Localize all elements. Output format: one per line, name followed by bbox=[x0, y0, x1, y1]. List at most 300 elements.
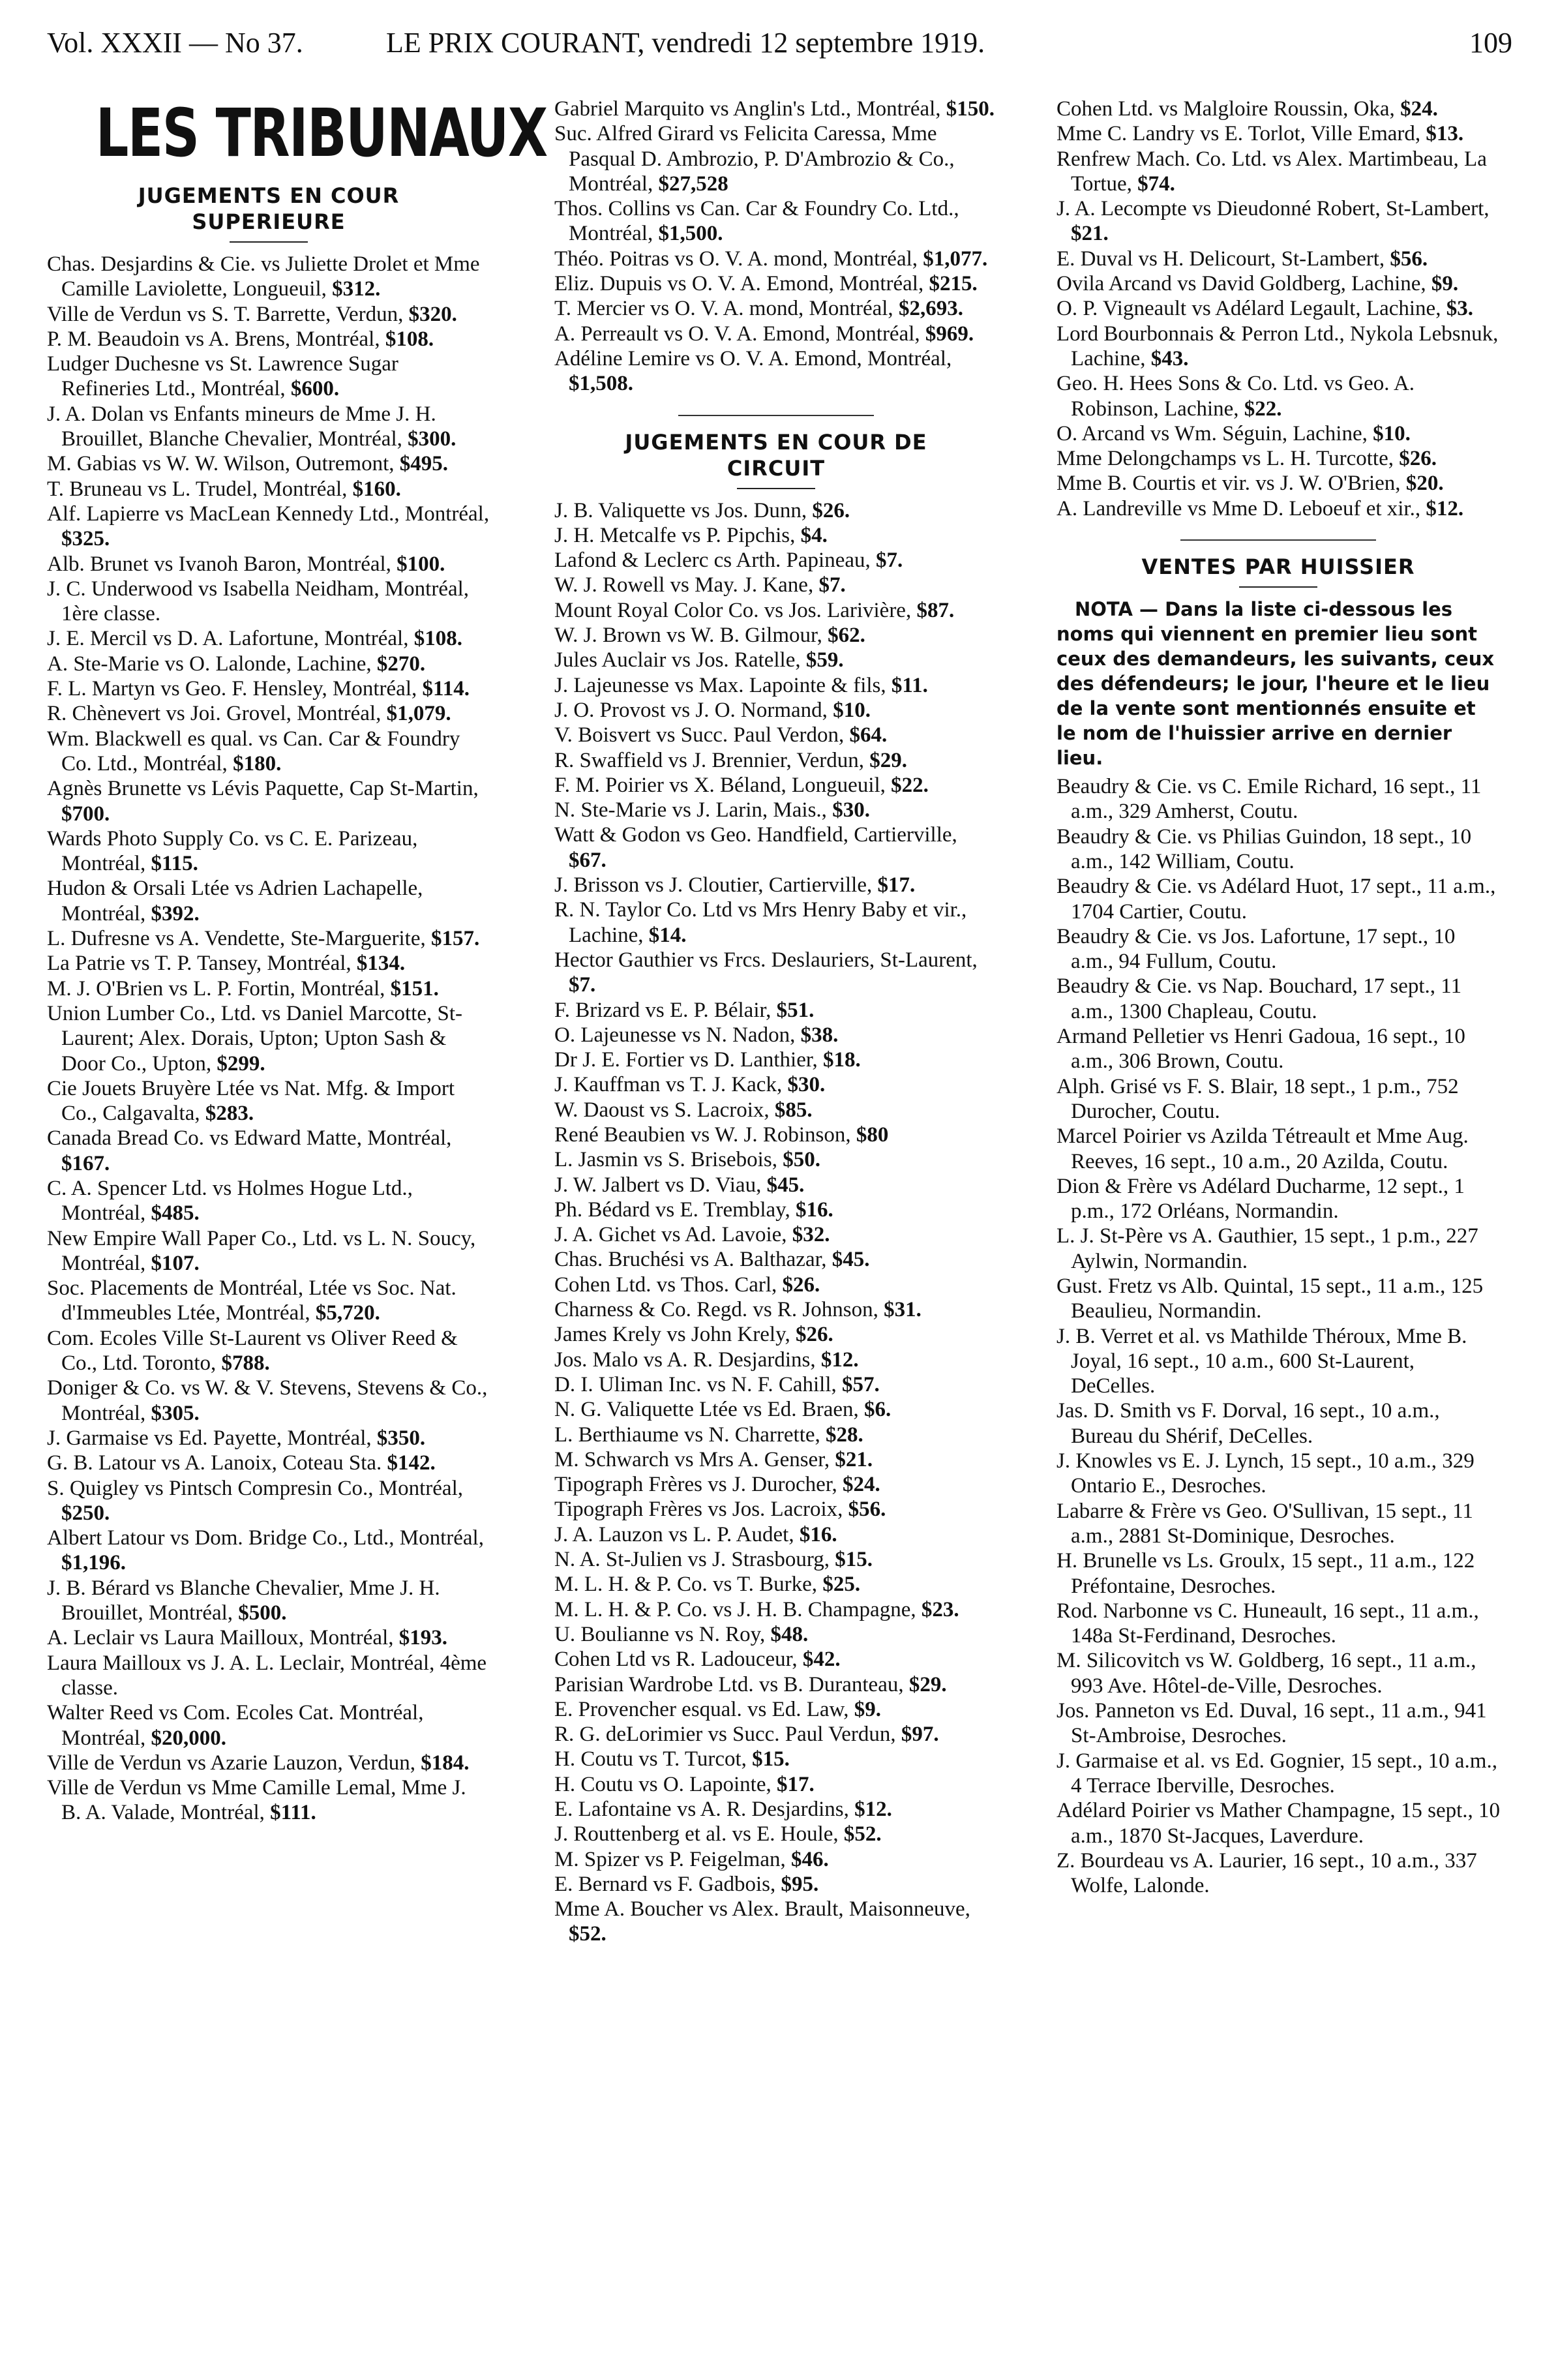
entry-list bbox=[554, 97, 998, 397]
entry-text: N. A. St-Julien vs J. Strasbourg, bbox=[554, 1548, 835, 1572]
judgment-entry bbox=[554, 773, 998, 798]
entry-amount: $9. bbox=[854, 1697, 881, 1721]
entry-text: Z. Bourdeau vs A. Laurier, 16 sept., 10 a.m., 337 Wolfe, Lalonde. bbox=[1056, 1848, 1477, 1898]
judgment-entry bbox=[554, 998, 998, 1023]
entry-text: Walter Reed vs Com. Ecoles Cat. Montréal, Montréal, bbox=[47, 1701, 424, 1750]
entry-text: R. G. deLorimier vs Succ. Paul Verdun, bbox=[554, 1723, 901, 1747]
entry-amount: $59. bbox=[805, 648, 844, 672]
judgment-entry bbox=[1056, 1074, 1500, 1124]
entry-text: J. A. Lecompte vs Dieudonné Robert, St-Lambert, bbox=[1056, 197, 1490, 221]
entry-amount: $21. bbox=[1071, 222, 1109, 246]
judgment-entry bbox=[554, 1122, 998, 1147]
judgment-entry bbox=[1056, 196, 1500, 247]
entry-text: Gabriel Marquito vs Anglin's Ltd., Montréal, bbox=[554, 97, 946, 121]
judgment-entry bbox=[47, 252, 490, 302]
entry-amount: $1,077. bbox=[923, 247, 988, 271]
entry-text: J. E. Mercil vs D. A. Lafortune, Montréal, bbox=[47, 627, 414, 651]
entry-text: N. G. Valiquette Ltée vs Ed. Braen, bbox=[554, 1398, 865, 1422]
judgment-entry bbox=[554, 1697, 998, 1722]
judgment-entry bbox=[554, 1797, 998, 1822]
entry-amount: $56. bbox=[848, 1498, 886, 1522]
entry-amount: $350. bbox=[376, 1426, 426, 1450]
judgment-entry bbox=[47, 1476, 490, 1526]
entry-amount: $500. bbox=[238, 1601, 287, 1625]
entry-amount: $270. bbox=[376, 652, 426, 676]
entry-text: H. Brunelle vs Ls. Groulx, 15 sept., 11 a.m., 122 Préfontaine, Desroches. bbox=[1056, 1549, 1475, 1598]
entry-text: J. B. Bérard vs Blanche Chevalier, Mme J. H. Brouillet, Montréal, bbox=[47, 1576, 440, 1625]
judgment-entry bbox=[47, 1276, 490, 1326]
entry-text: James Krely vs John Krely, bbox=[554, 1323, 796, 1347]
judgment-entry bbox=[554, 1847, 998, 1872]
entry-text: Ludger Duchesne vs St. Lawrence Sugar Refineries Ltd., Montréal, bbox=[47, 352, 398, 401]
entry-amount: $151. bbox=[390, 976, 439, 1001]
judgment-entry bbox=[1056, 371, 1500, 421]
entry-text: A. Leclair vs Laura Mailloux, Montréal, bbox=[47, 1626, 399, 1650]
entry-amount: $22. bbox=[1244, 397, 1282, 421]
judgment-entry bbox=[47, 826, 490, 877]
judgment-entry bbox=[554, 247, 998, 271]
entry-amount: $1,500. bbox=[658, 222, 723, 246]
entry-amount: $150. bbox=[946, 97, 995, 121]
entry-amount: $24. bbox=[843, 1473, 880, 1497]
entry-amount: $22. bbox=[891, 773, 929, 797]
judgment-entry bbox=[47, 1126, 490, 1176]
judgment-entry bbox=[47, 1526, 490, 1576]
entry-text: J. A. Gichet vs Ad. Lavoie, bbox=[554, 1223, 792, 1247]
judgment-entry bbox=[1056, 147, 1500, 197]
entry-amount: $20. bbox=[1405, 472, 1444, 496]
entry-text: Jules Auclair vs Jos. Ratelle, bbox=[554, 648, 806, 672]
column-3 bbox=[1056, 97, 1500, 2354]
entry-amount: $50. bbox=[783, 1148, 820, 1172]
entry-amount: $15. bbox=[835, 1548, 873, 1572]
divider bbox=[737, 488, 815, 489]
entry-amount: $97. bbox=[901, 1723, 939, 1747]
entry-text: Cohen Ltd vs R. Ladouceur, bbox=[554, 1648, 803, 1672]
entry-amount: $14. bbox=[648, 923, 687, 947]
entry-text: E. Duval vs H. Delicourt, St-Lambert, bbox=[1056, 247, 1390, 271]
judgment-entry bbox=[1056, 247, 1500, 271]
judgment-entry bbox=[554, 1722, 998, 1747]
entry-amount: $108. bbox=[413, 627, 462, 651]
judgment-entry bbox=[47, 776, 490, 826]
entry-text: Tipograph Frères vs J. Durocher, bbox=[554, 1473, 843, 1497]
judgment-entry bbox=[47, 1001, 490, 1076]
entry-text: Union Lumber Co., Ltd. vs Daniel Marcotte, St-Laurent; Alex. Dorais, Upton; Upton Sash & Door Co., Upton, bbox=[47, 1001, 462, 1076]
entry-text: J. O. Provost vs J. O. Normand, bbox=[554, 698, 833, 722]
judgment-entry bbox=[554, 897, 998, 948]
entry-text: Chas. Desjardins & Cie. vs Juliette Drolet et Mme Camille Laviolette, Longueuil, bbox=[47, 252, 480, 301]
entry-text: L. Dufresne vs A. Vendette, Ste-Marguerite, bbox=[47, 927, 431, 951]
entry-text: W. J. Rowell vs May. J. Kane, bbox=[554, 573, 819, 597]
entry-text: Parisian Wardrobe Ltd. vs B. Duranteau, bbox=[554, 1672, 909, 1696]
judgment-entry bbox=[47, 1076, 490, 1126]
entry-text: Geo. H. Hees Sons & Co. Ltd. vs Geo. A. Robinson, Lachine, bbox=[1056, 372, 1415, 421]
divider bbox=[1239, 586, 1317, 588]
entry-text: O. Arcand vs Wm. Séguin, Lachine, bbox=[1056, 421, 1373, 445]
entry-amount: $15. bbox=[752, 1747, 790, 1771]
judgment-entry bbox=[1056, 974, 1500, 1024]
judgment-entry bbox=[47, 1775, 490, 1826]
judgment-entry bbox=[1056, 1648, 1500, 1698]
entry-text: A. Perreault vs O. V. A. Emond, Montréal, bbox=[554, 322, 925, 346]
entry-text: Laura Mailloux vs J. A. L. Leclair, Montréal, 4ème classe. bbox=[47, 1651, 487, 1700]
section-heading: JUGEMENTS EN COUR DE bbox=[625, 429, 927, 455]
judgment-entry bbox=[1056, 1848, 1500, 1899]
judgment-entry bbox=[47, 1751, 490, 1775]
entry-text: T. Mercier vs O. V. A. mond, Montréal, bbox=[554, 297, 899, 321]
entry-text: Ovila Arcand vs David Goldberg, Lachine, bbox=[1056, 272, 1431, 296]
entry-amount: $283. bbox=[205, 1102, 254, 1126]
judgment-entry bbox=[554, 598, 998, 623]
entry-amount: $17. bbox=[877, 873, 916, 897]
entry-amount: $46. bbox=[790, 1847, 829, 1871]
entry-amount: $180. bbox=[233, 751, 282, 776]
entry-text: A. Landreville vs Mme D. Leboeuf et xir., bbox=[1056, 496, 1426, 520]
entry-text: La Patrie vs T. P. Tansey, Montréal, bbox=[47, 952, 357, 976]
entry-amount: $95. bbox=[781, 1872, 819, 1896]
entry-amount: $56. bbox=[1390, 247, 1428, 271]
entry-amount: $26. bbox=[1399, 447, 1437, 471]
entry-text: H. Coutu vs T. Turcot, bbox=[554, 1747, 753, 1771]
entry-amount: $16. bbox=[796, 1198, 833, 1222]
entry-text: Mme C. Landry vs E. Torlot, Ville Emard, bbox=[1056, 122, 1426, 146]
entry-amount: $52. bbox=[843, 1822, 882, 1846]
judgment-entry bbox=[47, 577, 490, 627]
entry-text: Cie Jouets Bruyère Ltée vs Nat. Mfg. & Import Co., Calgavalta, bbox=[47, 1076, 455, 1126]
entry-text: Adélard Poirier vs Mather Champagne, 15 sept., 10 a.m., 1870 St-Jacques, Laverdure. bbox=[1056, 1799, 1501, 1848]
entry-text: A. Ste-Marie vs O. Lalonde, Lachine, bbox=[47, 652, 377, 676]
masthead-date: LE PRIX COURANT, vendredi 12 septembre 1919. bbox=[386, 27, 985, 59]
entry-amount: $67. bbox=[569, 848, 607, 872]
entry-amount: $300. bbox=[408, 427, 457, 451]
judgment-entry bbox=[554, 1547, 998, 1572]
judgment-entry bbox=[47, 876, 490, 926]
judgment-entry bbox=[554, 97, 998, 121]
entry-amount: $57. bbox=[842, 1372, 880, 1396]
entry-amount: $30. bbox=[787, 1073, 826, 1097]
entry-amount: $111. bbox=[270, 1801, 316, 1825]
entry-text: Ville de Verdun vs Azarie Lauzon, Verdun, bbox=[47, 1751, 421, 1775]
entry-list bbox=[47, 252, 490, 1826]
entry-text: Hector Gauthier vs Frcs. Deslauriers, St-Laurent, bbox=[554, 948, 978, 972]
entry-text: J. Brisson vs J. Cloutier, Cartierville, bbox=[554, 873, 878, 897]
judgment-entry bbox=[554, 1647, 998, 1672]
judgment-entry bbox=[47, 1700, 490, 1751]
entry-amount: $7. bbox=[818, 573, 846, 597]
entry-text: J. C. Underwood vs Isabella Neidham, Montréal, 1ère classe. bbox=[47, 577, 470, 626]
judgment-entry bbox=[47, 552, 490, 577]
entry-amount: $5,720. bbox=[315, 1301, 380, 1325]
judgment-entry bbox=[554, 1772, 998, 1797]
entry-text: Beaudry & Cie. vs Nap. Bouchard, 17 sept., 11 a.m., 1300 Chapleau, Coutu. bbox=[1056, 974, 1462, 1023]
judgment-entry bbox=[554, 1822, 998, 1846]
entry-text: Agnès Brunette vs Lévis Paquette, Cap St-Martin, bbox=[47, 777, 479, 801]
entry-text: Dr J. E. Fortier vs D. Lanthier, bbox=[554, 1048, 824, 1072]
entry-text: J. Garmaise vs Ed. Payette, Montréal, bbox=[47, 1426, 377, 1450]
entry-amount: $167. bbox=[61, 1151, 110, 1175]
entry-list bbox=[1056, 774, 1500, 1898]
entry-text: J. B. Valiquette vs Jos. Dunn, bbox=[554, 498, 813, 522]
judgment-entry bbox=[554, 1348, 998, 1372]
judgment-entry bbox=[47, 701, 490, 726]
judgment-entry bbox=[47, 926, 490, 951]
judgment-entry bbox=[47, 626, 490, 651]
entry-text: Cohen Ltd. vs Thos. Carl, bbox=[554, 1273, 783, 1297]
judgment-entry bbox=[1056, 1174, 1500, 1224]
judgment-entry bbox=[554, 873, 998, 897]
entry-amount: $52. bbox=[569, 1922, 607, 1946]
judgment-entry bbox=[1056, 774, 1500, 824]
entry-amount: $21. bbox=[835, 1447, 873, 1471]
entry-text: Beaudry & Cie. vs C. Emile Richard, 16 sept., 11 a.m., 329 Amherst, Coutu. bbox=[1056, 775, 1482, 824]
judgment-entry bbox=[554, 1522, 998, 1547]
judgment-entry bbox=[47, 951, 490, 976]
entry-text: Lord Bourbonnais & Perron Ltd., Nykola Lebsnuk, Lachine, bbox=[1056, 322, 1499, 370]
entry-amount: $600. bbox=[290, 377, 340, 401]
entry-text: E. Bernard vs F. Gadbois, bbox=[554, 1872, 781, 1896]
judgment-entry bbox=[554, 748, 998, 773]
entry-text: J. Kauffman vs T. J. Kack, bbox=[554, 1073, 788, 1097]
entry-text: Canada Bread Co. vs Edward Matte, Montréal, bbox=[47, 1126, 452, 1151]
judgment-entry bbox=[554, 822, 998, 873]
entry-amount: $38. bbox=[800, 1023, 839, 1047]
entry-text: T. Bruneau vs L. Trudel, Montréal, bbox=[47, 477, 353, 501]
entry-amount: $17. bbox=[776, 1772, 815, 1796]
entry-amount: $1,196. bbox=[61, 1551, 126, 1575]
judgment-entry bbox=[554, 648, 998, 672]
entry-amount: $215. bbox=[929, 272, 978, 296]
judgment-entry bbox=[47, 451, 490, 476]
entry-text: W. Daoust vs S. Lacroix, bbox=[554, 1098, 775, 1122]
entry-text: G. B. Latour vs A. Lanoix, Coteau Sta. bbox=[47, 1451, 387, 1475]
judgment-entry bbox=[554, 1572, 998, 1597]
entry-text: Beaudry & Cie. vs Adélard Huot, 17 sept., 11 a.m., 1704 Cartier, Coutu. bbox=[1056, 875, 1496, 924]
judgment-entry bbox=[554, 1672, 998, 1697]
judgment-entry bbox=[554, 1397, 998, 1422]
entry-text: Beaudry & Cie. vs Jos. Lafortune, 17 sept., 10 a.m., 94 Fullum, Coutu. bbox=[1056, 924, 1456, 974]
judgment-entry bbox=[554, 1147, 998, 1172]
entry-text: Dion & Frère vs Adélard Ducharme, 12 sept., 1 p.m., 172 Orléans, Normandin. bbox=[1056, 1174, 1465, 1224]
entry-amount: $80 bbox=[856, 1122, 889, 1147]
entry-text: Labarre & Frère vs Geo. O'Sullivan, 15 sept., 11 a.m., 2881 St-Dominique, Desroches. bbox=[1056, 1499, 1473, 1548]
entry-text: Alph. Grisé vs F. S. Blair, 18 sept., 1 p.m., 752 Durocher, Coutu. bbox=[1056, 1074, 1459, 1123]
judgment-entry bbox=[1056, 271, 1500, 296]
entry-amount: $325. bbox=[61, 527, 110, 551]
entry-text: Charness & Co. Regd. vs R. Johnson, bbox=[554, 1298, 884, 1322]
judgment-entry bbox=[554, 1173, 998, 1198]
entry-text: W. J. Brown vs W. B. Gilmour, bbox=[554, 624, 828, 648]
judgment-entry bbox=[554, 1297, 998, 1322]
judgment-entry bbox=[1056, 1798, 1500, 1848]
judgment-entry bbox=[47, 1176, 490, 1226]
entry-text: M. L. H. & P. Co. vs T. Burke, bbox=[554, 1573, 823, 1597]
entry-text: M. L. H. & P. Co. vs J. H. B. Champagne, bbox=[554, 1597, 921, 1621]
entry-text: R. N. Taylor Co. Ltd vs Mrs Henry Baby et vir., Lachine, bbox=[554, 898, 967, 947]
entry-amount: $85. bbox=[774, 1098, 813, 1122]
judgment-entry bbox=[47, 402, 490, 452]
page-number: 109 bbox=[1469, 27, 1512, 59]
entry-amount: $51. bbox=[776, 998, 815, 1022]
entry-text: P. M. Beaudoin vs A. Brens, Montréal, bbox=[47, 327, 385, 351]
judgment-entry bbox=[554, 1222, 998, 1247]
entry-text: L. J. St-Père vs A. Gauthier, 15 sept., 1 p.m., 227 Aylwin, Normandin. bbox=[1056, 1224, 1478, 1273]
judgment-entry bbox=[1056, 824, 1500, 875]
entry-text: Alb. Brunet vs Ivanoh Baron, Montréal, bbox=[47, 552, 397, 576]
entry-text: Rod. Narbonne vs C. Huneault, 16 sept., 11 a.m., 148a St-Ferdinand, Desroches. bbox=[1056, 1599, 1479, 1648]
entry-text: Thos. Collins vs Can. Car & Foundry Co. Ltd., Montréal, bbox=[554, 197, 959, 246]
entry-text: Albert Latour vs Dom. Bridge Co., Ltd., Montréal, bbox=[47, 1526, 484, 1550]
judgment-entry bbox=[47, 976, 490, 1001]
entry-amount: $32. bbox=[792, 1223, 830, 1247]
entry-amount: $26. bbox=[795, 1323, 833, 1347]
judgment-entry bbox=[554, 1372, 998, 1397]
judgment-entry bbox=[1056, 1274, 1500, 1324]
entry-amount: $134. bbox=[356, 952, 406, 976]
entry-text: V. Boisvert vs Succ. Paul Verdon, bbox=[554, 723, 850, 747]
judgment-entry bbox=[1056, 1499, 1500, 1549]
entry-amount: $184. bbox=[421, 1751, 470, 1775]
entry-text: Alf. Lapierre vs MacLean Kennedy Ltd., Montréal, bbox=[47, 502, 490, 526]
entry-list bbox=[1056, 97, 1500, 521]
judgment-entry bbox=[554, 1098, 998, 1122]
judgment-entry bbox=[554, 498, 998, 523]
entry-text: M. Silicovitch vs W. Goldberg, 16 sept., 11 a.m., 993 Ave. Hôtel-de-Ville, Desroches. bbox=[1056, 1649, 1476, 1698]
divider bbox=[678, 415, 874, 416]
entry-amount: $43. bbox=[1150, 346, 1189, 370]
entry-text: J. H. Metcalfe vs P. Pipchis, bbox=[554, 523, 801, 547]
entry-text: N. Ste-Marie vs J. Larin, Mais., bbox=[554, 798, 833, 822]
entry-text: O. Lajeunesse vs N. Nadon, bbox=[554, 1023, 801, 1047]
entry-text: J. W. Jalbert vs D. Viau, bbox=[554, 1173, 767, 1197]
entry-text: Mount Royal Color Co. vs Jos. Larivière, bbox=[554, 598, 917, 622]
entry-text: J. A. Dolan vs Enfants mineurs de Mme J. H. Brouillet, Blanche Chevalier, Montréal, bbox=[47, 402, 436, 451]
entry-amount: $157. bbox=[430, 927, 480, 951]
entry-amount: $193. bbox=[398, 1626, 447, 1650]
judgment-entry bbox=[1056, 97, 1500, 121]
entry-text: Cohen Ltd. vs Malgloire Roussin, Oka, bbox=[1056, 97, 1401, 121]
judgment-entry bbox=[1056, 322, 1500, 372]
entry-amount: $100. bbox=[397, 552, 445, 576]
judgment-entry bbox=[47, 1625, 490, 1650]
judgment-entry bbox=[554, 673, 998, 698]
entry-amount: $9. bbox=[1431, 272, 1459, 296]
judgment-entry bbox=[554, 1023, 998, 1047]
entry-amount: $74. bbox=[1137, 172, 1175, 196]
entry-amount: $4. bbox=[800, 523, 828, 547]
column-2 bbox=[554, 97, 998, 2354]
judgment-entry bbox=[47, 352, 490, 402]
entry-text: D. I. Uliman Inc. vs N. F. Cahill, bbox=[554, 1372, 842, 1396]
entry-amount: $29. bbox=[869, 748, 907, 772]
judgment-entry bbox=[554, 573, 998, 597]
judgment-entry bbox=[554, 948, 998, 998]
judgment-entry bbox=[554, 623, 998, 648]
entry-amount: $11. bbox=[891, 673, 928, 697]
entry-text: J. B. Verret et al. vs Mathilde Théroux, Mme B. Joyal, 16 sept., 10 a.m., 600 St-Laurent, DeCelles. bbox=[1056, 1324, 1467, 1398]
entry-text: R. Swaffield vs J. Brennier, Verdun, bbox=[554, 748, 870, 772]
judgment-entry bbox=[47, 327, 490, 352]
judgment-entry bbox=[554, 1897, 998, 1947]
entry-text: Théo. Poitras vs O. V. A. mond, Montréal, bbox=[554, 247, 923, 271]
entry-text: Tipograph Frères vs Jos. Lacroix, bbox=[554, 1498, 848, 1522]
entry-amount: $13. bbox=[1426, 122, 1464, 146]
entry-amount: $1,079. bbox=[386, 702, 451, 726]
entry-amount: $48. bbox=[770, 1622, 809, 1646]
entry-text: J. A. Lauzon vs L. P. Audet, bbox=[554, 1522, 800, 1546]
judgment-entry bbox=[554, 296, 998, 321]
judgment-entry bbox=[554, 322, 998, 346]
entry-amount: $108. bbox=[385, 327, 434, 351]
entry-text: Wards Photo Supply Co. vs C. E. Parizeau, Montréal, bbox=[47, 826, 418, 876]
entry-text: H. Coutu vs O. Lapointe, bbox=[554, 1772, 777, 1796]
entry-amount: $18. bbox=[823, 1048, 861, 1072]
judgment-entry bbox=[554, 1447, 998, 1472]
judgment-entry bbox=[1056, 1398, 1500, 1449]
judgment-entry bbox=[1056, 1324, 1500, 1399]
section-heading: VENTES PAR HUISSIER bbox=[1141, 554, 1415, 580]
entry-text: L. Jasmin vs S. Brisebois, bbox=[554, 1148, 783, 1172]
judgment-entry bbox=[554, 271, 998, 296]
judgment-entry bbox=[47, 1326, 490, 1376]
page-header bbox=[47, 26, 1512, 72]
entry-amount: $12. bbox=[820, 1348, 859, 1372]
entry-amount: $10. bbox=[1373, 421, 1411, 445]
entry-amount: $160. bbox=[352, 477, 401, 501]
entry-list bbox=[554, 498, 998, 1947]
entry-text: R. Chènevert vs Joi. Grovel, Montréal, bbox=[47, 702, 387, 726]
entry-amount: $3. bbox=[1446, 297, 1473, 321]
judgment-entry bbox=[554, 196, 998, 247]
entry-amount: $299. bbox=[217, 1051, 265, 1076]
entry-text: O. P. Vigneault vs Adélard Legault, Lachine, bbox=[1056, 297, 1446, 321]
entry-amount: $495. bbox=[399, 452, 448, 476]
judgment-entry bbox=[554, 1472, 998, 1497]
volume-number: Vol. XXXII — No 37. bbox=[47, 27, 303, 59]
entry-amount: $320. bbox=[408, 302, 457, 326]
judgment-entry bbox=[1056, 446, 1500, 471]
entry-text: Watt & Godon vs Geo. Handfield, Cartierville, bbox=[554, 823, 957, 847]
judgment-entry bbox=[554, 1872, 998, 1897]
entry-amount: $24. bbox=[1400, 97, 1438, 121]
judgment-entry bbox=[1056, 1224, 1500, 1274]
entry-text: Jos. Malo vs A. R. Desjardins, bbox=[554, 1348, 821, 1372]
judgment-entry bbox=[554, 698, 998, 723]
judgment-entry bbox=[47, 502, 490, 552]
judgment-entry bbox=[554, 1047, 998, 1072]
entry-text: Adéline Lemire vs O. V. A. Emond, Montréal, bbox=[554, 346, 952, 370]
judgment-entry bbox=[47, 1451, 490, 1475]
entry-amount: $16. bbox=[799, 1522, 837, 1546]
entry-text: René Beaubien vs W. J. Robinson, bbox=[554, 1122, 856, 1147]
column-1 bbox=[47, 95, 547, 2354]
entry-text: M. Spizer vs P. Feigelman, bbox=[554, 1847, 791, 1871]
judgment-entry bbox=[1056, 924, 1500, 974]
nota-paragraph: NOTA — Dans la liste ci-dessous les noms qui viennent en premier lieu sont ceux des demandeurs, les suivants, ceux des défendeurs; le jour, l'heure et le lieu de la vente sont mentionnés ensuite et le nom de l'huissier arrive en dernier lieu. bbox=[1056, 598, 1495, 770]
entry-text: Beaudry & Cie. vs Philias Guindon, 18 sept., 10 a.m., 142 William, Coutu. bbox=[1056, 824, 1472, 873]
judgment-entry bbox=[1056, 296, 1500, 321]
entry-amount: $12. bbox=[1426, 496, 1464, 520]
judgment-entry bbox=[554, 121, 998, 196]
divider bbox=[1180, 539, 1376, 541]
entry-text: Eliz. Dupuis vs O. V. A. Emond, Montréal, bbox=[554, 272, 929, 296]
judgment-entry bbox=[554, 723, 998, 747]
judgment-entry bbox=[1056, 421, 1500, 446]
entry-amount: $305. bbox=[151, 1401, 200, 1425]
entry-text: Com. Ecoles Ville St-Laurent vs Oliver Reed & Co., Ltd. Toronto, bbox=[47, 1326, 458, 1376]
judgment-entry bbox=[1056, 1548, 1500, 1599]
entry-amount: $10. bbox=[833, 698, 871, 722]
